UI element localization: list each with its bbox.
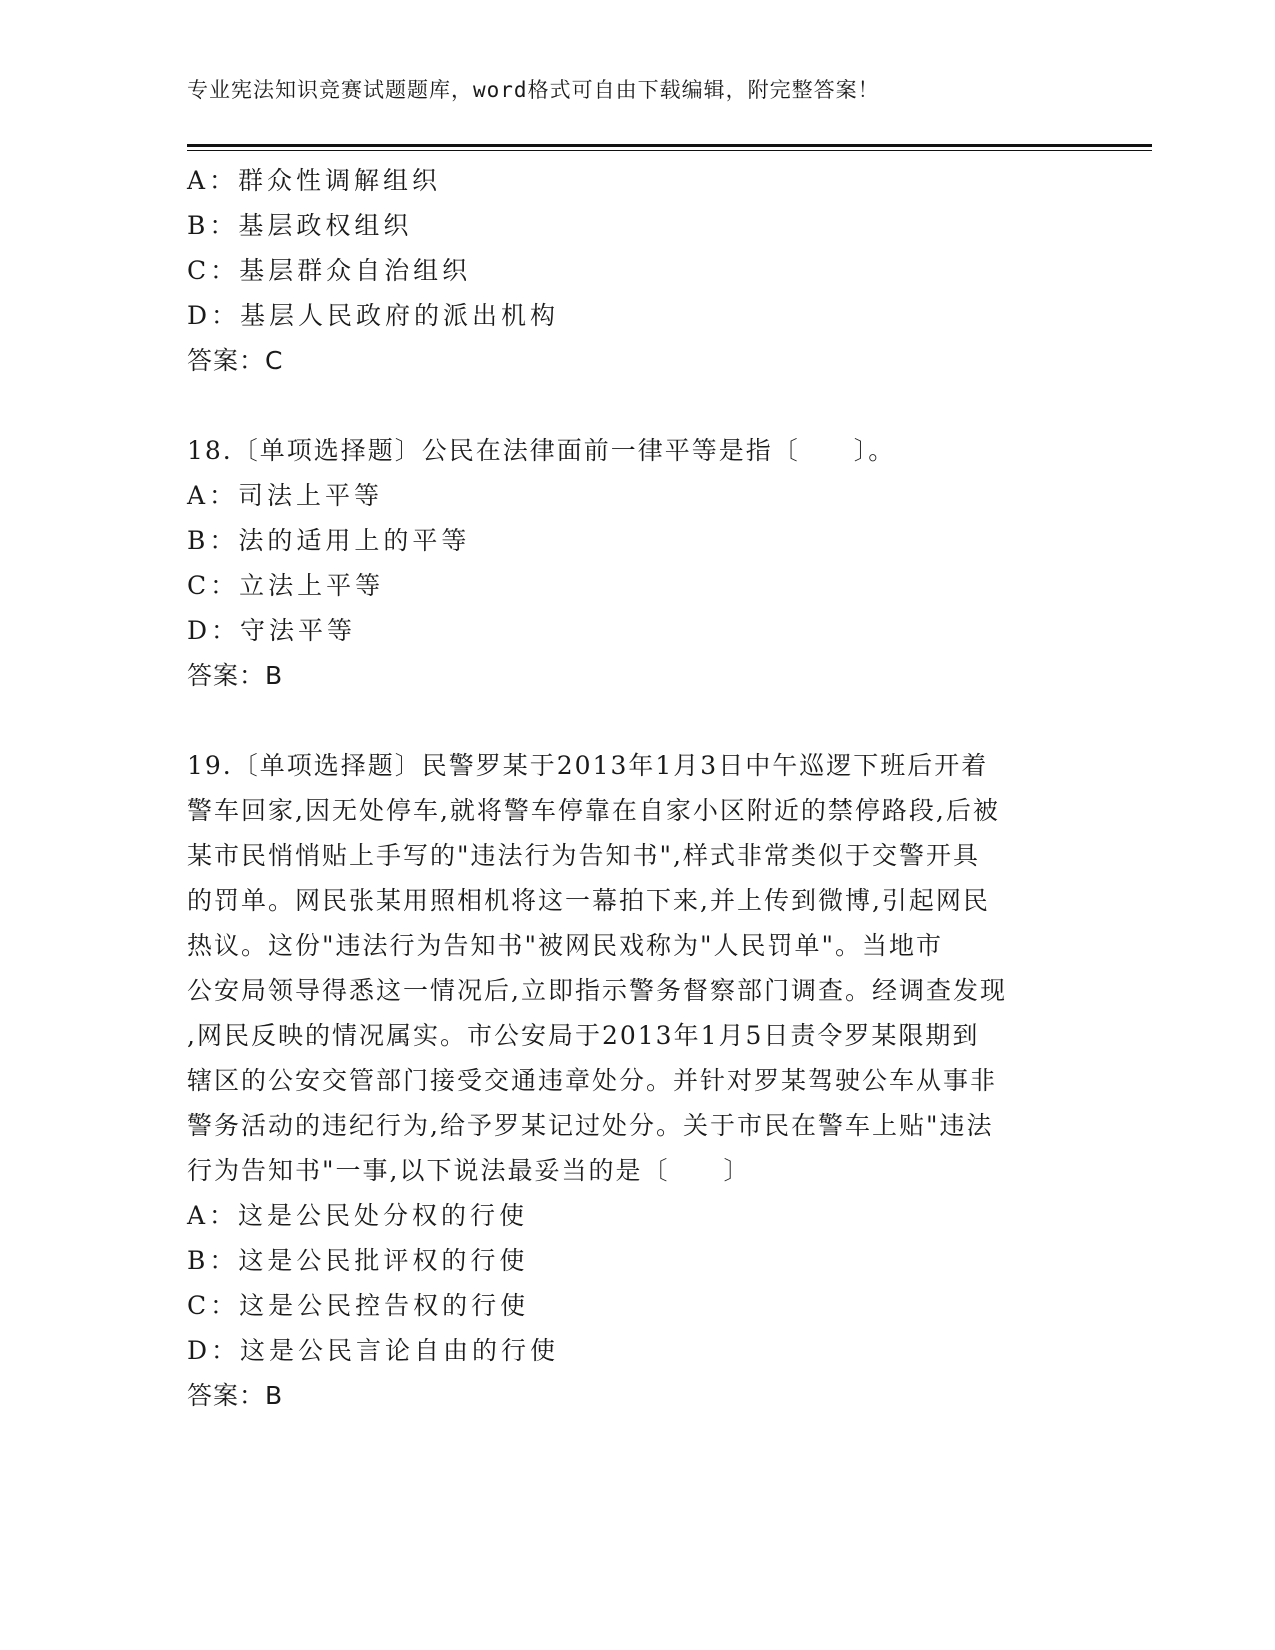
- question-stem: 18.〔单项选择题〕公民在法律面前一律平等是指〔 〕。: [187, 436, 896, 465]
- option-c: C：立法上平等: [187, 571, 385, 600]
- question-stem-line: 某市民悄悄贴上手写的"违法行为告知书",样式非常类似于交警开具: [187, 841, 980, 870]
- option-d: D：这是公民言论自由的行使: [187, 1336, 560, 1365]
- question-stem-line: 的罚单。网民张某用照相机将这一幕拍下来,并上传到微博,引起网民: [187, 886, 990, 915]
- option-d: D：守法平等: [187, 616, 357, 645]
- spacer: [187, 698, 1067, 743]
- answer-line: 答案：B: [187, 1381, 284, 1410]
- page-header: 专业宪法知识竞赛试题题库，word格式可自由下载编辑，附完整答案！: [187, 78, 880, 102]
- option-b: B：法的适用上的平等: [187, 526, 471, 555]
- question-stem-line: 公安局领导得悉这一情况后,立即指示警务督察部门调查。经调查发现: [187, 976, 1007, 1005]
- question-stem-line: 警车回家,因无处停车,就将警车停靠在自家小区附近的禁停路段,后被: [187, 796, 1000, 825]
- question-stem-line: 行为告知书"一事,以下说法最妥当的是〔 〕: [187, 1156, 751, 1185]
- option-d: D：基层人民政府的派出机构: [187, 301, 560, 330]
- question-19: [187, 743, 1067, 1418]
- question-stem-line: ,网民反映的情况属实。市公安局于2013年1月5日责令罗某限期到: [187, 1021, 980, 1050]
- question-stem-line: 19.〔单项选择题〕民警罗某于2013年1月3日中午巡逻下班后开着: [187, 751, 989, 780]
- option-a: A：司法上平等: [187, 481, 384, 510]
- spacer: [187, 383, 1067, 428]
- question-18: [187, 428, 1067, 698]
- answer-line: 答案：B: [187, 661, 284, 690]
- option-a: A：群众性调解组织: [187, 166, 442, 195]
- question-stem-line: 辖区的公安交管部门接受交通违章处分。并针对罗某驾驶公车从事非: [187, 1066, 998, 1095]
- option-b: B：基层政权组织: [187, 211, 413, 240]
- question-stem-line: 警务活动的违纪行为,给予罗某记过处分。关于市民在警车上贴"违法: [187, 1111, 994, 1140]
- answer-line: 答案：C: [187, 346, 284, 375]
- question-list: [187, 158, 1067, 1418]
- question-stem-line: 热议。这份"违法行为告知书"被网民戏称为"人民罚单"。当地市: [187, 931, 943, 960]
- question-17: [187, 158, 1067, 383]
- option-c: C：这是公民控告权的行使: [187, 1291, 530, 1320]
- header-divider-thin: [187, 150, 1152, 151]
- option-a: A：这是公民处分权的行使: [187, 1201, 529, 1230]
- option-c: C：基层群众自治组织: [187, 256, 472, 285]
- header-divider-thick: [187, 144, 1152, 147]
- option-b: B：这是公民批评权的行使: [187, 1246, 529, 1275]
